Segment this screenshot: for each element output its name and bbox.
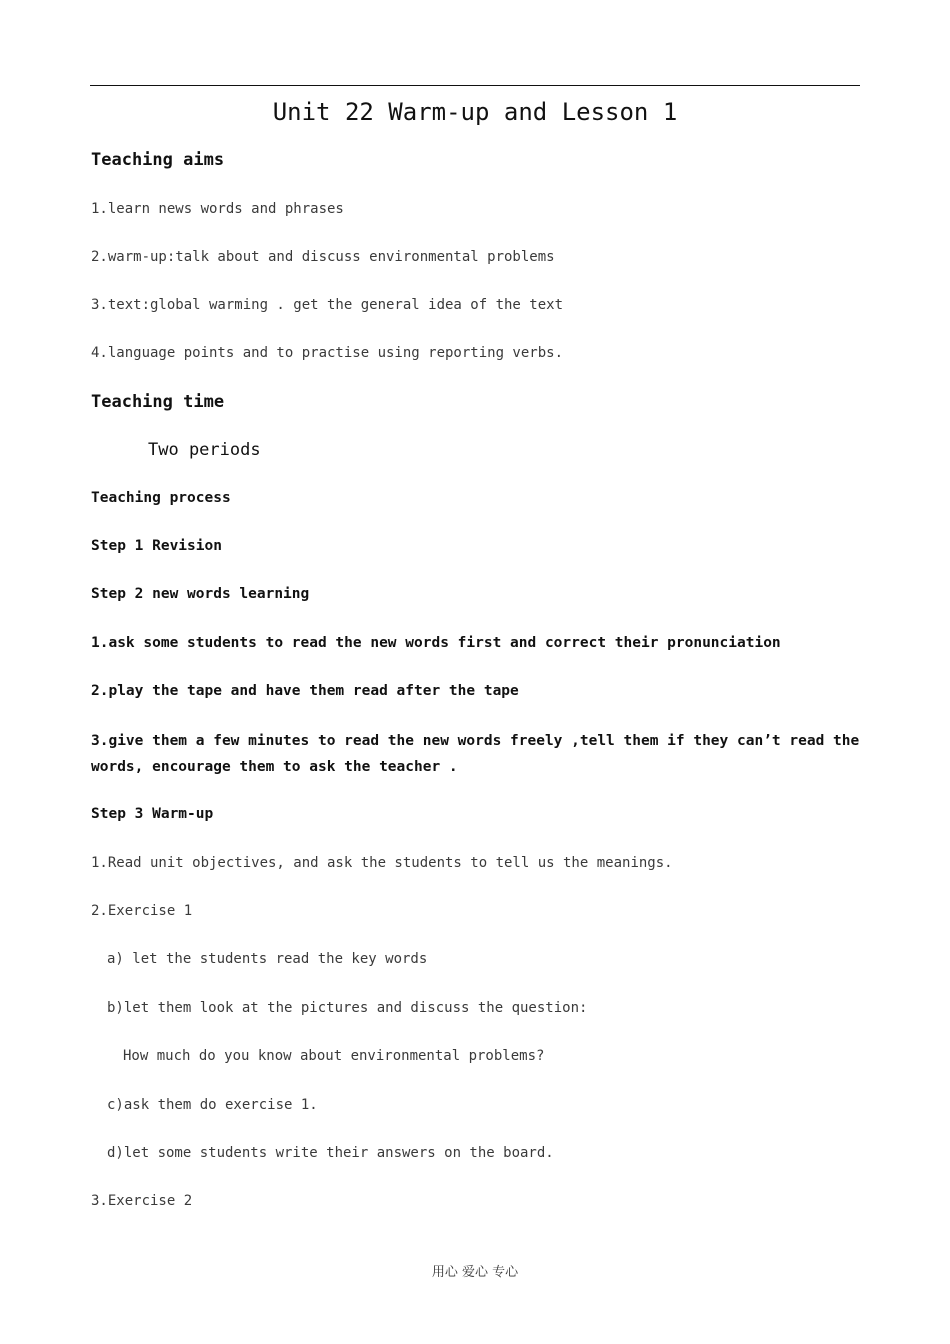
- step-1-heading: Step 1 Revision: [91, 538, 222, 554]
- exercise-sub-item: c)ask them do exercise 1.: [107, 1097, 318, 1113]
- step-2-heading: Step 2 new words learning: [91, 586, 310, 602]
- step-2-item: 2.play the tape and have them read after the tape: [91, 683, 519, 699]
- step-3-item: 1.Read unit objectives, and ask the students to tell us the meanings.: [91, 855, 673, 871]
- step-3-item: 2.Exercise 1: [91, 903, 193, 919]
- aim-item: 4.language points and to practise using reporting verbs.: [91, 345, 564, 361]
- step-2-item: 1.ask some students to read the new words first and correct their pronunciation: [91, 635, 781, 651]
- header-rule: [90, 85, 860, 86]
- step-3-heading: Step 3 Warm-up: [91, 806, 214, 822]
- exercise-sub-item: b)let them look at the pictures and discuss the question:: [107, 1000, 588, 1016]
- aim-item: 2.warm-up:talk about and discuss environmental problems: [91, 249, 555, 265]
- page-footer: 用心 爱心 专心: [431, 1265, 519, 1280]
- time-heading: Teaching time: [91, 392, 225, 412]
- exercise-sub-item: a) let the students read the key words: [107, 951, 428, 967]
- aims-heading: Teaching aims: [91, 150, 225, 170]
- exercise-2-item: 3.Exercise 2: [91, 1193, 193, 1209]
- exercise-question: How much do you know about environmental problems?: [123, 1048, 545, 1064]
- process-heading: Teaching process: [91, 490, 231, 506]
- time-value: Two periods: [148, 440, 261, 460]
- aim-item: 3.text:global warming . get the general idea of the text: [91, 297, 564, 313]
- document-title: Unit 22 Warm-up and Lesson 1: [272, 98, 678, 126]
- exercise-sub-item: d)let some students write their answers on the board.: [107, 1145, 554, 1161]
- step-2-item: 3.give them a few minutes to read the new words freely ,tell them if they can’t read the words, encourage them to ask the teacher .: [91, 733, 860, 775]
- aim-item: 1.learn news words and phrases: [91, 201, 344, 217]
